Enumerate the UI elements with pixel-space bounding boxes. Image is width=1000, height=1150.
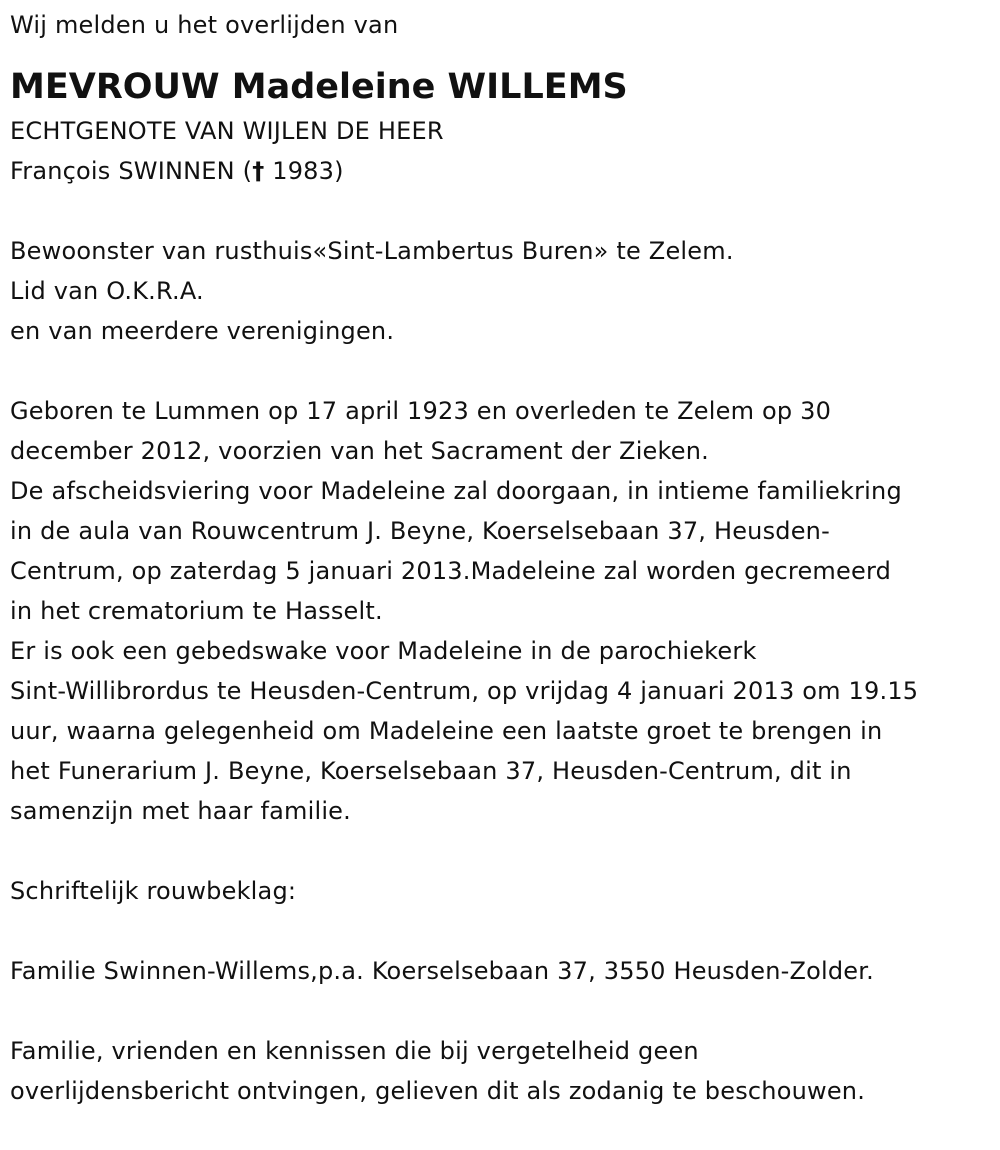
details-section bbox=[10, 391, 995, 831]
family-address: Familie Swinnen-Willems,p.a. Koerselsebaan 37, 3550 Heusden-Zolder. bbox=[10, 957, 874, 985]
spacer bbox=[10, 911, 995, 951]
spouse-name-line bbox=[10, 151, 995, 191]
obituary-document bbox=[10, 5, 995, 1111]
details-line: uur, waarna gelegenheid om Madeleine een laatste groet te brengen in bbox=[10, 717, 883, 745]
spouse-name: François SWINNEN ( bbox=[10, 157, 253, 185]
details-line: het Funerarium J. Beyne, Koerselsebaan 37, Heusden-Centrum, dit in bbox=[10, 757, 852, 785]
closing-line: Familie, vrienden en kennissen die bij vergetelheid geen bbox=[10, 1037, 699, 1065]
residence-line: Bewoonster van rusthuis«Sint-Lambertus Buren» te Zelem. bbox=[10, 237, 734, 265]
cross-icon: † bbox=[252, 157, 265, 185]
spacer bbox=[10, 991, 995, 1031]
deceased-name: MEVROUW Madeleine WILLEMS bbox=[10, 67, 628, 107]
spouse-death-year: 1983) bbox=[264, 157, 344, 185]
details-line: De afscheidsviering voor Madeleine zal doorgaan, in intieme familiekring bbox=[10, 477, 902, 505]
residence-section bbox=[10, 231, 995, 351]
spacer bbox=[10, 831, 995, 871]
spouse-title: ECHTGENOTE VAN WIJLEN DE HEER bbox=[10, 117, 444, 145]
details-line: in de aula van Rouwcentrum J. Beyne, Koerselsebaan 37, Heusden- bbox=[10, 517, 830, 545]
closing-section bbox=[10, 1031, 995, 1111]
residence-line: en van meerdere verenigingen. bbox=[10, 317, 395, 345]
details-line: Geboren te Lummen op 17 april 1923 en overleden te Zelem op 30 bbox=[10, 397, 832, 425]
details-line: december 2012, voorzien van het Sacrament der Zieken. bbox=[10, 437, 709, 465]
details-line: Centrum, op zaterdag 5 januari 2013.Madeleine zal worden gecremeerd bbox=[10, 557, 892, 585]
spacer bbox=[10, 351, 995, 391]
closing-line: overlijdensbericht ontvingen, gelieven dit als zodanig te beschouwen. bbox=[10, 1077, 866, 1105]
residence-line: Lid van O.K.R.A. bbox=[10, 277, 204, 305]
details-line: in het crematorium te Hasselt. bbox=[10, 597, 383, 625]
details-line: Sint-Willibrordus te Heusden-Centrum, op vrijdag 4 januari 2013 om 19.15 bbox=[10, 677, 919, 705]
details-line: samenzijn met haar familie. bbox=[10, 797, 351, 825]
condolence-label: Schriftelijk rouwbeklag: bbox=[10, 877, 297, 905]
spacer bbox=[10, 191, 995, 231]
details-line: Er is ook een gebedswake voor Madeleine in de parochiekerk bbox=[10, 637, 757, 665]
intro-text: Wij melden u het overlijden van bbox=[10, 11, 399, 39]
